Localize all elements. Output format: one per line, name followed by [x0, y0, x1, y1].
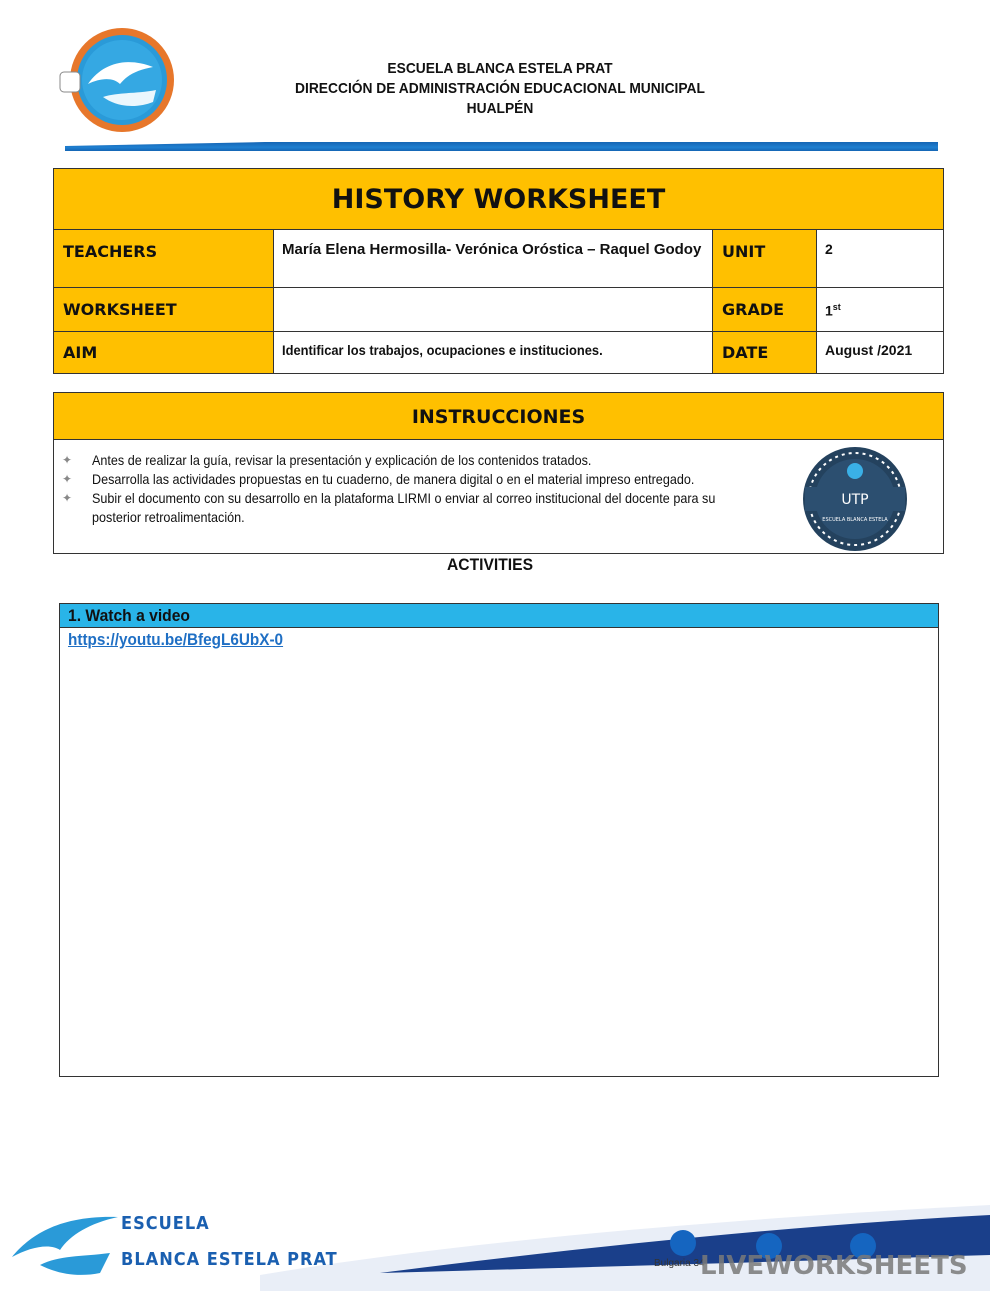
worksheet-label: WORKSHEET [54, 288, 273, 331]
aim-label: AIM [54, 332, 273, 373]
department-name: DIRECCIÓN DE ADMINISTRACIÓN EDUCACIONAL MUNICIPAL [295, 80, 705, 97]
footer-address: Bulgaria 34 [654, 1258, 705, 1269]
footer-brand-line2: BLANCA ESTELA PRAT [121, 1249, 338, 1270]
worksheet-info-table [53, 168, 944, 374]
aim-value: Identificar los trabajos, ocupaciones e instituciones. [282, 342, 603, 358]
video-link[interactable]: https://youtu.be/BfegL6UbX-0 [68, 630, 284, 649]
teachers-value: María Elena Hermosilla- Verónica Oróstica – Raquel Godoy [282, 241, 702, 258]
instruction-text: Desarrolla las actividades propuestas en tu cuaderno, de manera digital o en el material impreso entregado. [92, 471, 695, 487]
unit-label: UNIT [713, 230, 816, 287]
bullet-icon: ✦ [62, 491, 73, 505]
aim-cell [274, 332, 712, 373]
worksheet-value [274, 288, 712, 331]
grade-label: GRADE [713, 288, 816, 331]
instruction-text: Antes de realizar la guía, revisar la presentación y explicación de los contenidos tratados. [92, 452, 592, 468]
grade-suffix: st [832, 302, 841, 312]
header-divider-accent [65, 142, 265, 146]
unit-value: 2 [825, 241, 833, 257]
home-icon [670, 1230, 696, 1256]
teachers-label: TEACHERS [54, 230, 273, 287]
grade-value [817, 288, 943, 331]
worksheet-title: HISTORY WORKSHEET [54, 169, 943, 229]
instruction-item [62, 489, 762, 527]
utp-ring-text: ESCUELA BLANCA ESTELA [822, 517, 888, 523]
activity-box [59, 603, 939, 1077]
grade-number: 1 [825, 302, 833, 319]
school-logo [58, 22, 184, 142]
bullet-icon: ✦ [62, 453, 73, 467]
date-value: August /2021 [825, 342, 913, 358]
instruction-text: Subir el documento con su desarrollo en la plataforma LIRMI o enviar al correo institucional del docente para su posterior retroalimentación. [92, 490, 716, 525]
bullet-icon: ✦ [62, 472, 73, 486]
activities-title: ACTIVITIES [446, 555, 534, 574]
date-label: DATE [713, 332, 816, 373]
instructions-title: INSTRUCCIONES [54, 393, 943, 440]
school-name: ESCUELA BLANCA ESTELA PRAT [387, 60, 613, 77]
liveworksheets-watermark: LIVEWORKSHEETS [700, 1251, 968, 1281]
utp-label: UTP [841, 492, 869, 508]
instruction-item [62, 470, 762, 489]
utp-seal [801, 445, 909, 553]
footer [0, 1195, 1000, 1291]
footer-brand-line1: ESCUELA [121, 1213, 210, 1234]
activity-title: 1. Watch a video [68, 606, 190, 625]
activity-header [60, 604, 938, 628]
instruction-item [62, 451, 762, 470]
city-name: HUALPÉN [466, 100, 534, 117]
